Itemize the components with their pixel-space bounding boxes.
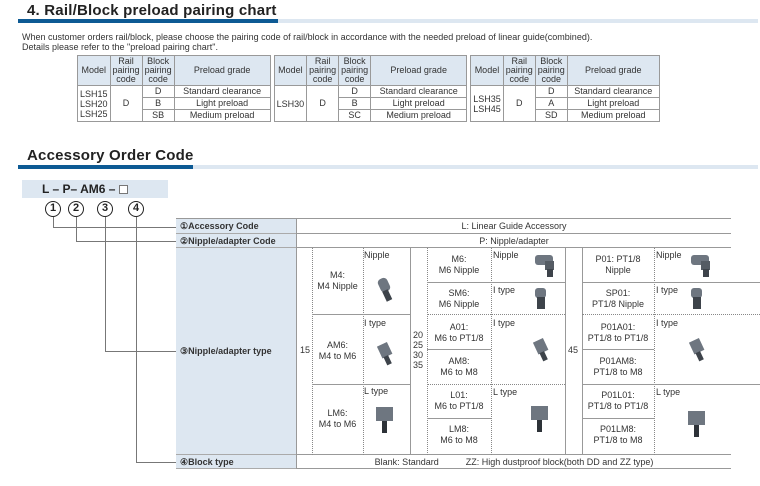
l-type-part-icon xyxy=(687,408,707,440)
nipple-part-icon xyxy=(377,276,393,304)
size-label: 45 xyxy=(568,345,579,355)
grade-cell: Light preload xyxy=(371,98,467,110)
value-nipple-code: P: Nipple/adapter xyxy=(296,234,731,248)
model-cell: LSH35 LSH45 xyxy=(471,86,504,122)
item-lm6: LM6: M4 to M6 xyxy=(318,408,357,429)
block-code-cell: SB xyxy=(142,110,174,122)
connector-line xyxy=(53,217,54,227)
label-accessory-code: ①Accessory Code xyxy=(176,219,296,234)
preload-pairing-table xyxy=(77,55,660,122)
callout-2: 2 xyxy=(68,201,84,217)
header-rail: Rail pairing code xyxy=(110,56,142,86)
type-label: Nipple xyxy=(656,250,682,260)
intro-line-2: Details please refer to the "preload pairing chart". xyxy=(22,42,218,52)
header-grade: Preload grade xyxy=(567,56,659,86)
block-code-cell: SD xyxy=(535,110,567,122)
block-code-cell: A xyxy=(535,98,567,110)
preload-table-large xyxy=(470,55,660,122)
item-am6: AM6: M4 to M6 xyxy=(318,340,357,361)
item-a01: A01: M6 to PT1/8 xyxy=(434,322,484,343)
i-type-part-icon xyxy=(377,342,395,368)
block-code-cell: SC xyxy=(339,110,371,122)
header-model: Model xyxy=(78,56,111,86)
preload-table-medium xyxy=(274,55,468,122)
type-label: L type xyxy=(493,387,518,397)
header-grade: Preload grade xyxy=(371,56,467,86)
section-underline xyxy=(18,19,758,23)
model-cell: LSH15 LSH20 LSH25 xyxy=(78,86,111,122)
nipple-type-grid xyxy=(296,248,731,455)
item-l01: L01: M6 to PT1/8 xyxy=(434,390,484,411)
grade-cell: Light preload xyxy=(174,98,270,110)
header-rail: Rail pairing code xyxy=(307,56,339,86)
type-label: I type xyxy=(364,318,387,328)
callout-1: 1 xyxy=(45,201,61,217)
item-am8: AM8: M6 to M8 xyxy=(440,356,478,377)
intro-line-1: When customer orders rail/block, please choose the pairing code of rail/block in accordance with the needed preload of linear guide(combined). xyxy=(22,32,593,42)
section-underline xyxy=(18,165,758,169)
type-label: L type xyxy=(656,387,681,397)
connector-line xyxy=(105,351,176,352)
callout-3: 3 xyxy=(97,201,113,217)
grade-cell: Medium preload xyxy=(371,110,467,122)
section-title-preload: 4. Rail/Block preload pairing chart xyxy=(27,2,277,19)
type-label: I type xyxy=(656,318,679,328)
block-zz-text: ZZ: High dustproof block(both DD and ZZ type) xyxy=(465,457,654,467)
value-accessory-code: L: Linear Guide Accessory xyxy=(296,219,731,234)
i-type-part-icon xyxy=(689,338,707,364)
connector-line xyxy=(136,462,176,463)
rail-code-cell: D xyxy=(307,86,339,122)
grade-cell: Standard clearance xyxy=(567,86,659,98)
label-nipple-type: ③Nipple/adapter type xyxy=(176,248,296,455)
grade-cell: Light preload xyxy=(567,98,659,110)
item-m4: M4: M4 Nipple xyxy=(317,270,358,291)
type-label: I type xyxy=(656,285,679,295)
accessory-code-table xyxy=(176,218,731,468)
block-code-cell: D xyxy=(339,86,371,98)
i-type-part-icon xyxy=(533,338,551,364)
connector-line xyxy=(76,241,176,242)
type-label: I type xyxy=(493,318,516,328)
block-code-cell: B xyxy=(142,98,174,110)
callout-4: 4 xyxy=(128,201,144,217)
i-type-part-icon xyxy=(689,286,705,312)
type-label: L type xyxy=(364,386,389,396)
preload-table-small xyxy=(77,55,271,122)
type-label: Nipple xyxy=(364,250,390,260)
connector-line xyxy=(53,227,176,228)
header-block: Block pairing code xyxy=(535,56,567,86)
model-cell: LSH30 xyxy=(274,86,307,122)
elbow-nipple-part-icon xyxy=(689,251,715,279)
item-p01a01: P01A01: PT1/8 to PT1/8 xyxy=(587,322,649,343)
type-label: Nipple xyxy=(493,250,519,260)
connector-line xyxy=(105,217,106,351)
header-block: Block pairing code xyxy=(142,56,174,86)
header-model: Model xyxy=(274,56,307,86)
item-sp01: SP01: PT1/8 Nipple xyxy=(591,288,645,309)
section-title-accessory: Accessory Order Code xyxy=(27,147,194,164)
block-code-cell: D xyxy=(535,86,567,98)
intro-text xyxy=(22,32,592,52)
value-block-type xyxy=(296,455,731,469)
item-p01am8: P01AM8: PT1/8 to M8 xyxy=(593,356,643,377)
connector-line xyxy=(76,217,77,241)
grade-cell: Standard clearance xyxy=(174,86,270,98)
item-m6: M6: M6 Nipple xyxy=(438,254,480,275)
rail-code-cell: D xyxy=(110,86,142,122)
label-nipple-code: ②Nipple/adapter Code xyxy=(176,234,296,248)
order-code-example: L – P– AM6 – xyxy=(22,180,168,198)
elbow-nipple-part-icon xyxy=(533,251,559,279)
block-blank-text: Blank: Standard xyxy=(374,457,439,467)
item-p01: P01: PT1/8 Nipple xyxy=(595,254,641,275)
item-p01l01: P01L01: PT1/8 to PT1/8 xyxy=(587,390,649,411)
block-code-cell: B xyxy=(339,98,371,110)
item-sm6: SM6: M6 Nipple xyxy=(438,288,480,309)
header-rail: Rail pairing code xyxy=(503,56,535,86)
grade-cell: Standard clearance xyxy=(371,86,467,98)
grade-cell: Medium preload xyxy=(174,110,270,122)
l-type-part-icon xyxy=(375,404,395,436)
item-lm8: LM8: M6 to M8 xyxy=(440,424,478,445)
type-label: I type xyxy=(493,285,516,295)
blank-box-icon xyxy=(119,185,128,194)
rail-code-cell: D xyxy=(503,86,535,122)
size-label: 15 xyxy=(300,345,311,355)
i-type-part-icon xyxy=(533,286,549,312)
header-model: Model xyxy=(471,56,504,86)
header-block: Block pairing code xyxy=(339,56,371,86)
item-p01lm8: P01LM8: PT1/8 to M8 xyxy=(593,424,643,445)
block-code-cell: D xyxy=(142,86,174,98)
size-label: 20 25 30 35 xyxy=(413,330,424,370)
connector-line xyxy=(136,217,137,462)
header-grade: Preload grade xyxy=(174,56,270,86)
l-type-part-icon xyxy=(530,403,550,435)
grade-cell: Medium preload xyxy=(567,110,659,122)
label-block-type: ④Block type xyxy=(176,455,296,469)
